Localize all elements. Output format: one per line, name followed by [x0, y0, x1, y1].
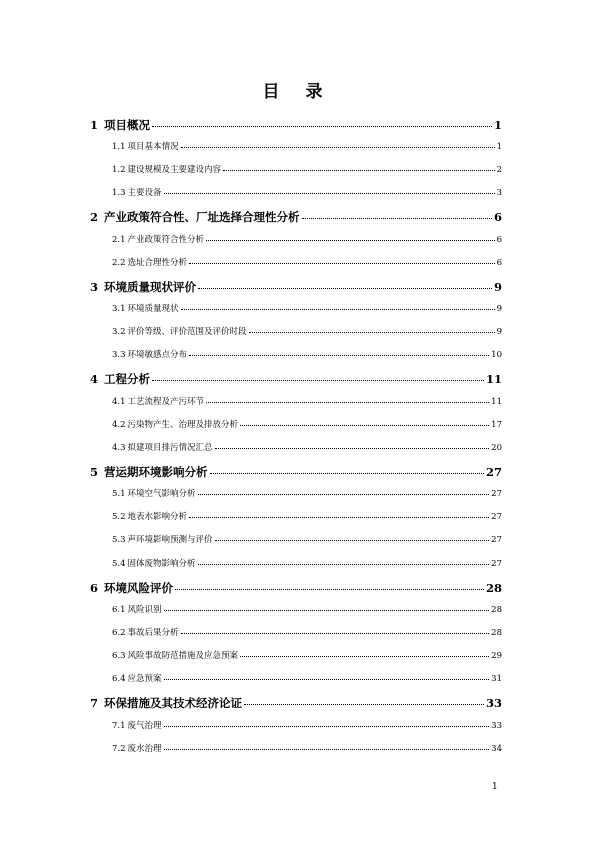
toc-entry-title: 风险识别 [127, 605, 162, 615]
toc-entry-number: 6 [90, 581, 99, 595]
toc-entry-title: 环境空气影响分析 [127, 489, 196, 499]
toc-entry-title: 项目概况 [104, 118, 151, 132]
toc-entry-page: 17 [491, 420, 502, 430]
toc-entry-4-3[interactable] [112, 441, 502, 453]
toc-entry-4-2[interactable] [112, 418, 502, 430]
toc-entry-page: 11 [485, 372, 502, 386]
toc-entry-number: 3.1 [112, 304, 126, 314]
toc-entry-number: 5.3 [112, 535, 126, 545]
dot-leader [215, 448, 490, 449]
dot-leader [164, 749, 490, 750]
page-number: 1 [492, 782, 498, 792]
dot-leader [240, 425, 489, 426]
toc-entry-page: 31 [491, 674, 502, 684]
toc-entry-title: 环境质量现状评价 [104, 280, 197, 294]
toc-entry-7-2[interactable] [112, 742, 502, 754]
toc-entry-1-3[interactable] [112, 186, 502, 198]
toc-entry-number: 5.4 [112, 559, 126, 569]
toc-entry-number: 1.2 [112, 165, 126, 175]
toc-entry-title: 污染物产生、治理及排放分析 [127, 420, 239, 430]
toc-entry-number: 1.3 [112, 188, 126, 198]
toc-entry-6-1[interactable] [112, 603, 502, 615]
toc-entry-number: 4.3 [112, 443, 126, 453]
toc-entry-1[interactable] [90, 117, 502, 133]
toc-entry-number: 5.1 [112, 489, 126, 499]
dot-leader [164, 679, 490, 680]
toc-entry-title: 废水治理 [127, 744, 162, 754]
toc-entry-5-2[interactable] [112, 510, 502, 522]
dot-leader [302, 218, 492, 219]
toc-entry-page: 27 [491, 535, 502, 545]
toc-entry-3-3[interactable] [112, 348, 502, 360]
toc-entry-page: 27 [485, 465, 502, 479]
toc-entry-5-1[interactable] [112, 487, 502, 499]
toc-entry-number: 4.1 [112, 397, 126, 407]
toc-entry-number: 3 [90, 280, 99, 294]
dot-leader [223, 170, 495, 171]
toc-entry-2[interactable] [90, 209, 502, 225]
toc-entry-5[interactable] [90, 464, 502, 480]
toc-entry-title: 拟建项目排污情况汇总 [127, 443, 213, 453]
toc-entry-number: 3.2 [112, 327, 126, 337]
dot-leader [164, 193, 495, 194]
toc-entry-number: 7 [90, 696, 99, 710]
toc-entry-page: 20 [491, 443, 502, 453]
toc-entry-page: 6 [496, 235, 502, 245]
dot-leader [215, 540, 490, 541]
toc-entry-6-2[interactable] [112, 626, 502, 638]
toc-entry-page: 9 [493, 280, 502, 294]
toc-entry-page: 1 [496, 142, 502, 152]
toc-entry-number: 6.4 [112, 674, 126, 684]
toc-entry-2-1[interactable] [112, 233, 502, 245]
toc-entry-title: 选址合理性分析 [127, 258, 188, 268]
toc-entry-page: 28 [491, 628, 502, 638]
toc-entry-title: 营运期环境影响分析 [104, 465, 208, 479]
toc-entry-7-1[interactable] [112, 719, 502, 731]
dot-leader [249, 332, 495, 333]
toc-entry-number: 6.1 [112, 605, 126, 615]
toc-entry-number: 5.2 [112, 512, 126, 522]
toc-entry-number: 3.3 [112, 350, 126, 360]
toc-entry-title: 地表水影响分析 [127, 512, 188, 522]
toc-entry-title: 产业政策符合性分析 [127, 235, 205, 245]
toc-entry-5-3[interactable] [112, 533, 502, 545]
toc-entry-number: 2.1 [112, 235, 126, 245]
toc-entry-title: 固体废物影响分析 [127, 559, 196, 569]
dot-leader [189, 517, 489, 518]
toc-entry-6-3[interactable] [112, 649, 502, 661]
toc-entry-page: 10 [491, 350, 502, 360]
toc-entry-6[interactable] [90, 580, 502, 596]
toc-entry-title: 评价等级、评价范围及评价时段 [127, 327, 247, 337]
toc-entry-title: 应急预案 [127, 674, 162, 684]
toc-entry-title: 环境风险评价 [104, 581, 174, 595]
toc-entry-title: 主要设备 [127, 188, 162, 198]
dot-leader [198, 494, 490, 495]
toc-entry-page: 3 [496, 188, 502, 198]
toc-entry-page: 27 [491, 559, 502, 569]
toc-entry-3[interactable] [90, 279, 502, 295]
toc-entry-2-2[interactable] [112, 256, 502, 268]
toc-entry-title: 建设规模及主要建设内容 [127, 165, 222, 175]
toc-entry-number: 7.1 [112, 721, 126, 731]
dot-leader [198, 288, 492, 289]
toc-entry-1-2[interactable] [112, 163, 502, 175]
toc-entry-7[interactable] [90, 695, 502, 711]
dot-leader [206, 240, 495, 241]
dot-leader [240, 656, 489, 657]
toc-entry-title: 声环境影响预测与评价 [127, 535, 213, 545]
dot-leader [152, 126, 492, 127]
toc-entry-number: 2.2 [112, 258, 126, 268]
toc-entry-title: 产业政策符合性、厂址选择合理性分析 [104, 210, 300, 224]
toc-entry-page: 11 [491, 397, 502, 407]
toc-entry-number: 1 [90, 118, 99, 132]
dot-leader [152, 380, 484, 381]
toc-entry-6-4[interactable] [112, 672, 502, 684]
toc-entry-page: 33 [485, 696, 502, 710]
dot-leader [189, 263, 495, 264]
toc-entry-title: 项目基本情况 [127, 142, 179, 152]
toc-entry-title: 环境质量现状 [127, 304, 179, 314]
toc-entry-1-1[interactable] [112, 140, 502, 152]
dot-leader [181, 633, 490, 634]
toc-entry-title: 风险事故防范措施及应急预案 [127, 651, 239, 661]
dot-leader [189, 355, 489, 356]
dot-leader [244, 704, 484, 705]
toc-entry-page: 28 [491, 605, 502, 615]
toc-entry-title: 事故后果分析 [127, 628, 179, 638]
toc-entry-page: 28 [485, 581, 502, 595]
toc-entry-number: 5 [90, 465, 99, 479]
toc-entry-page: 27 [491, 489, 502, 499]
toc-entry-page: 1 [493, 118, 502, 132]
toc-entry-page: 27 [491, 512, 502, 522]
dot-leader [164, 610, 490, 611]
toc-entry-page: 6 [493, 210, 502, 224]
toc-entry-page: 9 [496, 304, 502, 314]
toc-entry-4-1[interactable] [112, 395, 502, 407]
toc-entry-number: 4 [90, 372, 99, 386]
toc-entry-page: 29 [491, 651, 502, 661]
dot-leader [210, 473, 484, 474]
toc-entry-title: 环保措施及其技术经济论证 [104, 696, 243, 710]
dot-leader [175, 589, 484, 590]
toc-entry-5-4[interactable] [112, 557, 502, 569]
toc-entry-number: 6.3 [112, 651, 126, 661]
toc-entry-number: 2 [90, 210, 99, 224]
toc-entry-title: 工艺流程及产污环节 [127, 397, 205, 407]
toc-entry-title: 废气治理 [127, 721, 162, 731]
toc-entry-title: 环境敏感点分布 [127, 350, 188, 360]
dot-leader [198, 564, 490, 565]
toc-entry-number: 7.2 [112, 744, 126, 754]
toc-entry-page: 6 [496, 258, 502, 268]
page-title: 目 录 [262, 82, 333, 102]
dot-leader [181, 147, 495, 148]
dot-leader [206, 402, 489, 403]
toc-entry-number: 4.2 [112, 420, 126, 430]
toc-entry-page: 34 [491, 744, 502, 754]
toc-entry-number: 6.2 [112, 628, 126, 638]
toc-entry-3-2[interactable] [112, 325, 502, 337]
toc-entry-page: 33 [491, 721, 502, 731]
dot-leader [181, 309, 495, 310]
toc-entry-title: 工程分析 [104, 372, 151, 386]
toc-entry-page: 9 [496, 327, 502, 337]
toc-entry-number: 1.1 [112, 142, 126, 152]
dot-leader [164, 726, 490, 727]
toc-entry-3-1[interactable] [112, 302, 502, 314]
toc-entry-4[interactable] [90, 371, 502, 387]
toc-entry-page: 2 [496, 165, 502, 175]
